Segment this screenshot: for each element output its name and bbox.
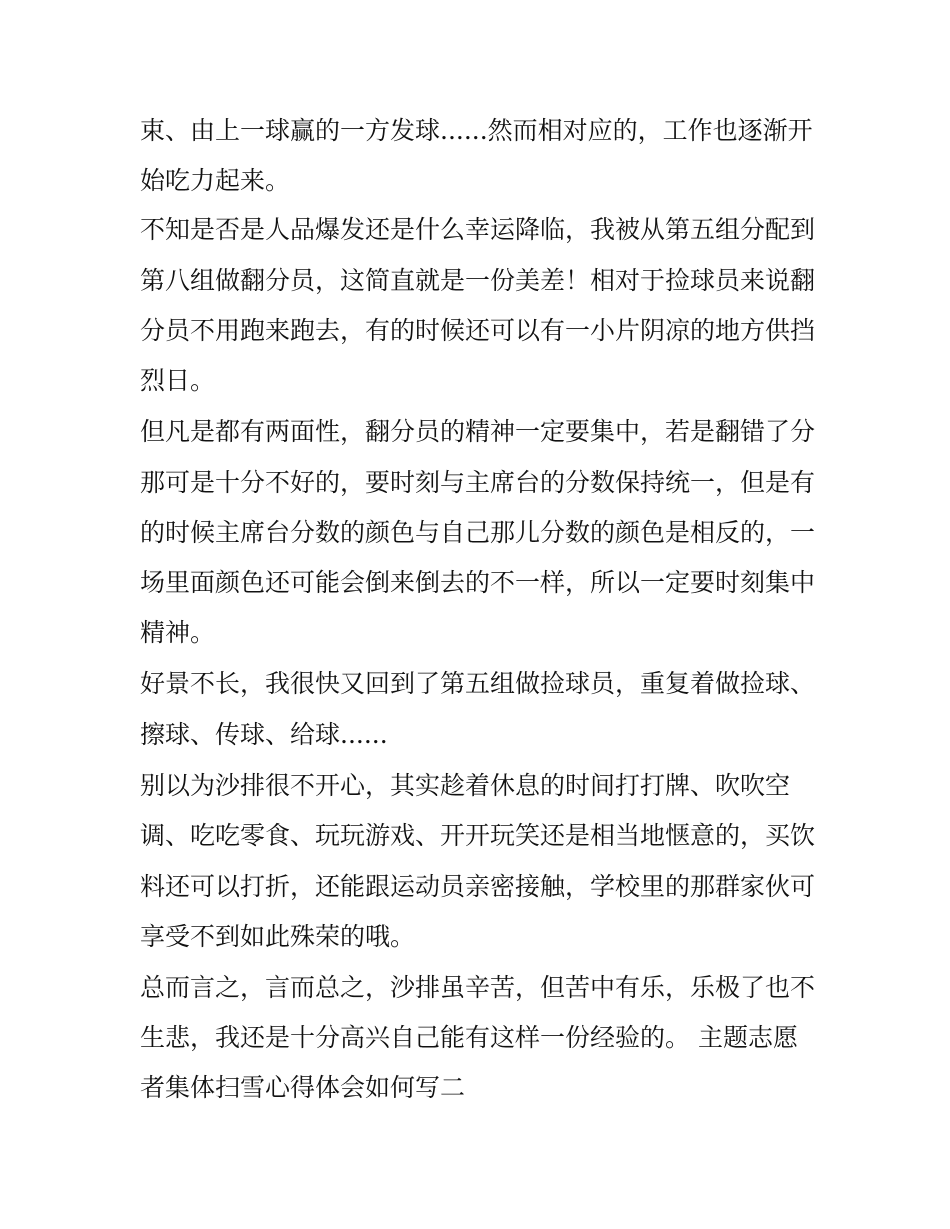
text-line: 料还可以打折，还能跟运动员亲密接触，学校里的那群家伙可: [140, 872, 816, 901]
text-line: 场里面颜色还可能会倒来倒去的不一样，所以一定要时刻集中: [140, 568, 816, 597]
text-line: 那可是十分不好的，要时刻与主席台的分数保持统一，但是有: [140, 468, 816, 497]
text-line: 调、吃吃零食、玩玩游戏、开开玩笑还是相当地惬意的，买饮: [140, 821, 816, 850]
text-line: 的时候主席台分数的颜色与自己那儿分数的颜色是相反的，一: [140, 518, 816, 547]
text-line: 分员不用跑来跑去，有的时候还可以有一小片阴凉的地方供挡: [140, 316, 816, 345]
text-line: 烈日。: [140, 366, 216, 395]
text-line: 别以为沙排很不开心，其实趁着休息的时间打打牌、吹吹空: [140, 771, 791, 800]
text-line: 好景不长，我很快又回到了第五组做捡球员，重复着做捡球、: [140, 669, 816, 698]
text-line: 第八组做翻分员，这简直就是一份美差！相对于捡球员来说翻: [140, 266, 816, 295]
text-line: 者集体扫雪心得体会如何写二: [140, 1073, 466, 1102]
text-line: 享受不到如此殊荣的哦。: [140, 922, 416, 951]
text-line: 始吃力起来。: [140, 166, 291, 195]
text-line: 但凡是都有两面性，翻分员的精神一定要集中，若是翻错了分: [140, 417, 816, 446]
text-line: 擦球、传球、给球......: [140, 720, 388, 749]
text-line: 精神。: [140, 618, 216, 647]
text-line: 不知是否是人品爆发还是什么幸运降临，我被从第五组分配到: [140, 215, 816, 244]
text-line: 总而言之，言而总之，沙排虽辛苦，但苦中有乐，乐极了也不: [140, 973, 816, 1002]
text-line: 束、由上一球赢的一方发球......然而相对应的，工作也逐渐开: [140, 116, 813, 145]
text-line: 生悲，我还是十分高兴自己能有这样一份经验的。 主题志愿: [140, 1023, 798, 1052]
